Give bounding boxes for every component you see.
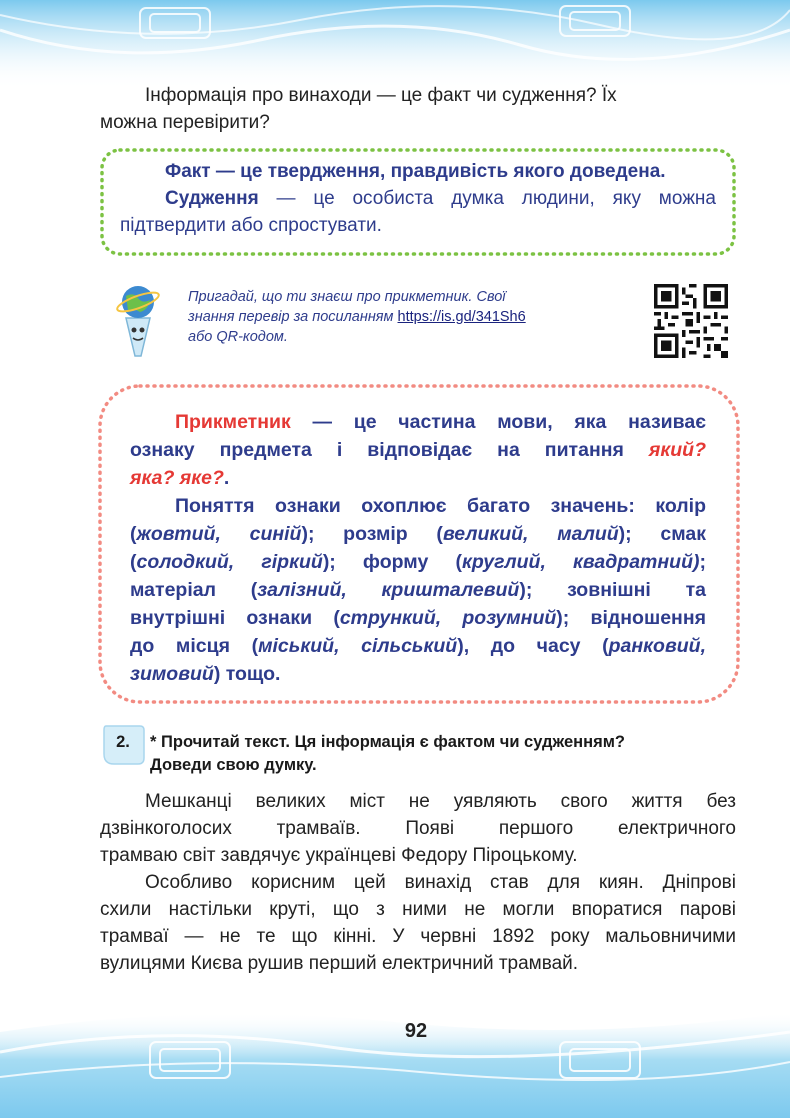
opinion-definition (120, 185, 716, 212)
adjective-def-1: — це частина мови, яка називає (290, 411, 706, 433)
example-taste: солодкий, гіркий (136, 551, 323, 573)
text-p2-line-4: вулицями Києва рушив перший електричний трамвай. (100, 953, 579, 974)
fact-term: Факт (165, 161, 211, 182)
paren: ( (130, 551, 137, 573)
tip-line-2 (188, 307, 638, 327)
rule-text: ); зовнішні та (519, 579, 706, 601)
text-p2-line-3: трамваї — не те що кінні. У червні 1892 року мальовничими (100, 926, 736, 947)
rule-line-3 (130, 464, 706, 492)
intro-line-2: можна перевірити? (100, 112, 270, 133)
rule-text: до місця ( (130, 635, 259, 657)
rule-text: ), до часу ( (457, 635, 609, 657)
top-decoration (0, 0, 790, 90)
task-instruction (150, 731, 740, 777)
rule-line-4: Поняття ознаки охоплює багато значень: колір (175, 495, 706, 517)
tip-text (188, 287, 638, 347)
question-2: яка? яке? (130, 467, 224, 489)
adjective-def-2: ознаку предмета і відповідає на питання (130, 439, 649, 461)
task-line-1: * Прочитай текст. Ця інформація є фактом чи судженням? (150, 733, 625, 751)
text-p1-line-1: Мешканці великих міст не уявляють свого життя без (145, 791, 736, 812)
example-material: залізний, кришталевий (257, 579, 520, 601)
opinion-text-2: підтвердити або спростувати. (120, 215, 382, 236)
example-time-2: зимовий (130, 663, 214, 685)
fact-definition (120, 158, 716, 185)
text-p1-line-2: дзвінкоголосих трамваїв. Появі першого електричного (100, 818, 736, 839)
page-number: 92 (404, 1020, 428, 1042)
example-size: великий, малий (442, 523, 619, 545)
definition-box (120, 158, 716, 239)
rule-text: ) тощо. (213, 663, 281, 685)
globe-mascot-icon (108, 282, 168, 360)
rule-text: ); відношення (556, 607, 706, 629)
task-number: 2. (116, 733, 130, 751)
rule-box (130, 408, 706, 688)
paren: ( (130, 523, 137, 545)
rule-line-8 (130, 604, 706, 632)
rule-line-6 (130, 548, 706, 576)
reading-text (100, 788, 736, 977)
example-traits: стрункий, розумний (339, 607, 557, 629)
intro-text (100, 82, 732, 136)
rule-line-7 (130, 576, 706, 604)
rule-text: внутрішні ознаки ( (130, 607, 340, 629)
rule-line-5 (130, 520, 706, 548)
question-1: який? (648, 439, 706, 461)
tip-line-1: Пригадай, що ти знаєш про прикметник. Свої (188, 289, 506, 305)
adjective-term: Прикметник (175, 411, 291, 433)
tip-line-3: або QR-кодом. (188, 329, 288, 345)
rule-dot: . (223, 467, 230, 489)
rule-line-2 (130, 436, 706, 464)
rule-text: ); розмір ( (301, 523, 443, 545)
intro-line-1: Інформація про винаходи — це факт чи судження? Їх (145, 85, 617, 106)
opinion-text-1: — це особиста думка людини, яку можна (258, 188, 716, 209)
rule-text: ); форму ( (322, 551, 462, 573)
rule-line-9 (130, 632, 706, 660)
tip-link[interactable]: https://is.gd/341Sh6 (397, 309, 526, 325)
bottom-decoration (0, 992, 790, 1118)
opinion-term: Судження (165, 188, 259, 209)
qr-code-icon[interactable] (654, 284, 728, 358)
task-line-2: Доведи свою думку. (150, 756, 317, 774)
text-p1-line-3: трамваю світ завдячує українцеві Федору Піроцькому. (100, 845, 578, 866)
rule-text: ; (699, 551, 706, 573)
rule-line-10 (130, 660, 706, 688)
example-place: міський, сільський (258, 635, 458, 657)
text-p2-line-2: схили настільки круті, що з ними не могли впоратися парові (100, 899, 736, 920)
rule-line-1 (130, 408, 706, 436)
example-time-1: ранковий, (608, 635, 706, 657)
rule-text: ); смак (618, 523, 707, 545)
rule-text: матеріал ( (130, 579, 258, 601)
tip-line-2-text: знання перевір за посиланням (188, 309, 398, 325)
text-p2-line-1: Особливо корисним цей винахід став для киян. Дніпрові (145, 872, 736, 893)
fact-text: — це твердження, правдивість якого доведена. (210, 161, 666, 182)
example-shape: круглий, квадратний) (461, 551, 700, 573)
example-colour: жовтий, синій (136, 523, 302, 545)
